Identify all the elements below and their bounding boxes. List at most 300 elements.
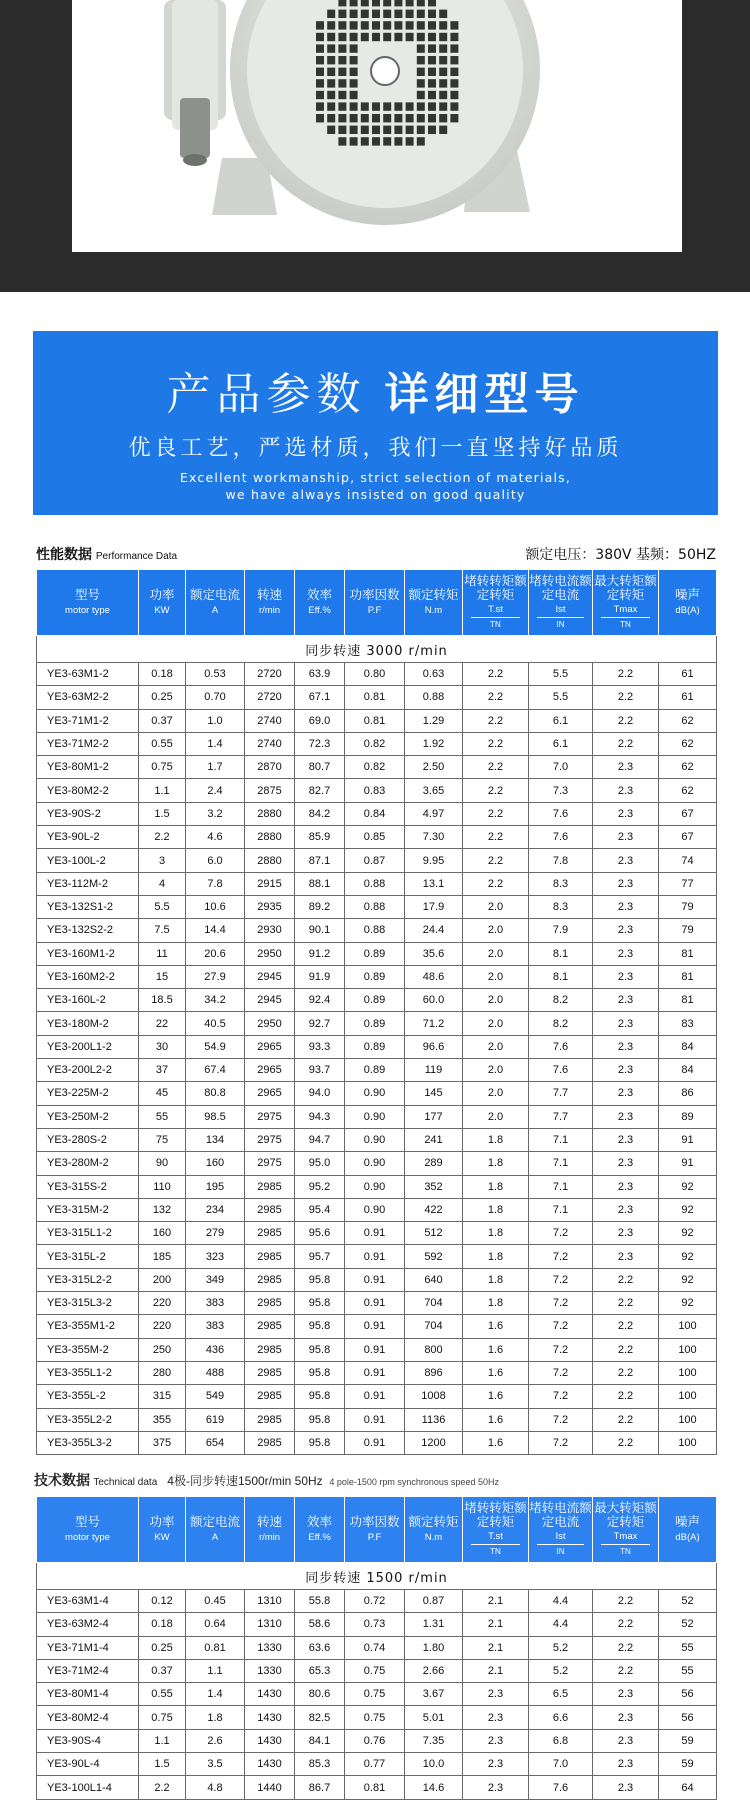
product-parameters-banner — [33, 331, 718, 515]
value-cell: 83 — [659, 1012, 717, 1035]
header-max-torque-ratio — [593, 570, 659, 636]
table-row — [37, 1198, 717, 1221]
value-cell: 62 — [659, 732, 717, 755]
header-locked-torque-ratio-fraction — [463, 603, 528, 632]
table-header-row — [37, 570, 717, 636]
value-cell: 0.45 — [186, 1590, 245, 1613]
value-cell: 100 — [659, 1408, 717, 1431]
value-cell: 2880 — [245, 802, 295, 825]
value-cell: 704 — [405, 1315, 463, 1338]
value-cell: 7.30 — [405, 826, 463, 849]
value-cell: 355 — [139, 1408, 186, 1431]
value-cell: 2880 — [245, 849, 295, 872]
value-cell: 62 — [659, 779, 717, 802]
value-cell: 7.2 — [529, 1268, 593, 1291]
value-cell: 1.8 — [186, 1706, 245, 1729]
value-cell: 9.95 — [405, 849, 463, 872]
table-row — [37, 1315, 717, 1338]
value-cell: 1330 — [245, 1636, 295, 1659]
value-cell: 22 — [139, 1012, 186, 1035]
value-cell: 8.2 — [529, 989, 593, 1012]
value-cell: 27.9 — [186, 965, 245, 988]
model-cell: YE3-63M2-4 — [37, 1613, 139, 1636]
value-cell: 81 — [659, 965, 717, 988]
table-row — [37, 1753, 717, 1776]
value-cell: 95.8 — [295, 1338, 345, 1361]
value-cell: 54.9 — [186, 1035, 245, 1058]
value-cell: 7.1 — [529, 1198, 593, 1221]
header-noise-label: 噪声 — [674, 587, 700, 602]
value-cell: 185 — [139, 1245, 186, 1268]
value-cell: 95.8 — [295, 1408, 345, 1431]
value-cell: 0.84 — [345, 802, 405, 825]
fraction-denominator: TN — [490, 1546, 501, 1556]
value-cell: 315 — [139, 1385, 186, 1408]
header-power — [139, 570, 186, 636]
value-cell: 7.6 — [529, 1059, 593, 1082]
model-cell: YE3-355M-2 — [37, 1338, 139, 1361]
value-cell: 2.0 — [463, 965, 529, 988]
fraction-denominator: IN — [556, 619, 565, 629]
value-cell: 2975 — [245, 1152, 295, 1175]
value-cell: 8.1 — [529, 965, 593, 988]
value-cell: 100 — [659, 1385, 717, 1408]
table-row — [37, 989, 717, 1012]
header-model — [37, 1497, 139, 1563]
value-cell: 5.2 — [529, 1659, 593, 1682]
header-model — [37, 570, 139, 636]
value-cell: 2975 — [245, 1128, 295, 1151]
value-cell: 63.6 — [295, 1636, 345, 1659]
value-cell: 0.89 — [345, 942, 405, 965]
table-row — [37, 965, 717, 988]
banner-english-text — [33, 469, 718, 503]
value-cell: 1.8 — [463, 1198, 529, 1221]
value-cell: 0.88 — [405, 686, 463, 709]
value-cell: 0.83 — [345, 779, 405, 802]
value-cell: 0.80 — [345, 663, 405, 686]
table-row — [37, 1636, 717, 1659]
value-cell: 119 — [405, 1059, 463, 1082]
table-row — [37, 826, 717, 849]
value-cell: 59 — [659, 1729, 717, 1752]
value-cell: 91.2 — [295, 942, 345, 965]
value-cell: 14.6 — [405, 1776, 463, 1799]
header-noise — [659, 570, 717, 636]
value-cell: 5.2 — [529, 1636, 593, 1659]
value-cell: 2985 — [245, 1385, 295, 1408]
value-cell: 2.0 — [463, 1082, 529, 1105]
value-cell: 90.1 — [295, 919, 345, 942]
header-power-unit: KW — [154, 1531, 170, 1543]
value-cell: 3 — [139, 849, 186, 872]
value-cell: 2.2 — [593, 1590, 659, 1613]
value-cell: 81 — [659, 989, 717, 1012]
model-cell: YE3-355M1-2 — [37, 1315, 139, 1338]
table-row — [37, 1338, 717, 1361]
header-power — [139, 1497, 186, 1563]
value-cell: 2.2 — [593, 1659, 659, 1682]
value-cell: 1200 — [405, 1431, 463, 1454]
value-cell: 241 — [405, 1128, 463, 1151]
value-cell: 2.2 — [463, 872, 529, 895]
value-cell: 0.82 — [345, 732, 405, 755]
value-cell: 7.6 — [529, 1776, 593, 1799]
value-cell: 2985 — [245, 1338, 295, 1361]
value-cell: 1310 — [245, 1590, 295, 1613]
value-cell: 7.0 — [529, 756, 593, 779]
value-cell: 1.1 — [139, 1729, 186, 1752]
header-locked-current-ratio-fraction — [529, 603, 592, 632]
value-cell: 2.3 — [593, 1012, 659, 1035]
performance-data-caption — [36, 544, 177, 564]
value-cell: 1.6 — [463, 1431, 529, 1454]
value-cell: 160 — [139, 1222, 186, 1245]
value-cell: 2.3 — [593, 849, 659, 872]
value-cell: 0.55 — [139, 1683, 186, 1706]
value-cell: 20.6 — [186, 942, 245, 965]
value-cell: 18.5 — [139, 989, 186, 1012]
header-rated-torque-label: 额定转矩 — [408, 1514, 459, 1529]
header-power-label: 功率 — [149, 587, 175, 602]
value-cell: 2950 — [245, 1012, 295, 1035]
model-cell: YE3-63M2-2 — [37, 686, 139, 709]
value-cell: 2.2 — [593, 1361, 659, 1384]
model-cell: YE3-160M1-2 — [37, 942, 139, 965]
value-cell: 34.2 — [186, 989, 245, 1012]
header-efficiency-label: 效率 — [306, 1514, 332, 1529]
value-cell: 7.2 — [529, 1338, 593, 1361]
value-cell: 2985 — [245, 1431, 295, 1454]
value-cell: 0.37 — [139, 1659, 186, 1682]
header-model-unit: motor type — [65, 604, 110, 616]
value-cell: 0.90 — [345, 1128, 405, 1151]
value-cell: 2.2 — [593, 732, 659, 755]
value-cell: 549 — [186, 1385, 245, 1408]
value-cell: 7.2 — [529, 1315, 593, 1338]
value-cell: 619 — [186, 1408, 245, 1431]
value-cell: 1.5 — [139, 1753, 186, 1776]
value-cell: 1.8 — [463, 1292, 529, 1315]
table-row — [37, 919, 717, 942]
model-cell: YE3-200L2-2 — [37, 1059, 139, 1082]
value-cell: 2.2 — [139, 1776, 186, 1799]
value-cell: 0.89 — [345, 1059, 405, 1082]
caption-en: Technical data — [93, 1477, 158, 1488]
header-efficiency-unit: Eff.% — [308, 1531, 331, 1543]
value-cell: 2.3 — [593, 1683, 659, 1706]
value-cell: 7.2 — [529, 1292, 593, 1315]
header-rated-torque-label: 额定转矩 — [408, 587, 459, 602]
value-cell: 100 — [659, 1361, 717, 1384]
value-cell: 2945 — [245, 989, 295, 1012]
value-cell: 92.7 — [295, 1012, 345, 1035]
header-power-factor-label: 功率因数 — [349, 1514, 400, 1529]
value-cell: 3.5 — [186, 1753, 245, 1776]
value-cell: 58.6 — [295, 1613, 345, 1636]
value-cell: 2.3 — [593, 826, 659, 849]
header-max-torque-ratio — [593, 1497, 659, 1563]
value-cell: 2.3 — [593, 779, 659, 802]
model-cell: YE3-80M1-4 — [37, 1683, 139, 1706]
header-speed-label: 转速 — [256, 587, 282, 602]
value-cell: 24.4 — [405, 919, 463, 942]
header-model-label: 型号 — [74, 587, 100, 602]
value-cell: 220 — [139, 1315, 186, 1338]
value-cell: 2.3 — [593, 1152, 659, 1175]
value-cell: 7.1 — [529, 1175, 593, 1198]
value-cell: 0.18 — [139, 663, 186, 686]
value-cell: 86.7 — [295, 1776, 345, 1799]
value-cell: 0.77 — [345, 1753, 405, 1776]
value-cell: 0.12 — [139, 1590, 186, 1613]
model-cell: YE3-90S-2 — [37, 802, 139, 825]
value-cell: 56 — [659, 1683, 717, 1706]
table-row — [37, 1361, 717, 1384]
value-cell: 5.5 — [529, 663, 593, 686]
value-cell: 1440 — [245, 1776, 295, 1799]
value-cell: 7.2 — [529, 1385, 593, 1408]
value-cell: 0.89 — [345, 1035, 405, 1058]
value-cell: 2.2 — [593, 1431, 659, 1454]
value-cell: 1330 — [245, 1659, 295, 1682]
value-cell: 91.9 — [295, 965, 345, 988]
value-cell: 512 — [405, 1222, 463, 1245]
value-cell: 2.3 — [593, 1222, 659, 1245]
header-rated-torque — [405, 570, 463, 636]
value-cell: 1.1 — [186, 1659, 245, 1682]
value-cell: 95.4 — [295, 1198, 345, 1221]
table-row — [37, 1105, 717, 1128]
value-cell: 2.3 — [593, 1082, 659, 1105]
value-cell: 383 — [186, 1315, 245, 1338]
model-cell: YE3-63M1-4 — [37, 1590, 139, 1613]
value-cell: 0.90 — [345, 1198, 405, 1221]
header-power-unit: KW — [154, 604, 170, 616]
value-cell: 95.7 — [295, 1245, 345, 1268]
model-cell: YE3-355L1-2 — [37, 1361, 139, 1384]
value-cell: 6.8 — [529, 1729, 593, 1752]
value-cell: 289 — [405, 1152, 463, 1175]
value-cell: 4.6 — [186, 826, 245, 849]
value-cell: 2.2 — [593, 1385, 659, 1408]
value-cell: 30 — [139, 1035, 186, 1058]
value-cell: 5.5 — [139, 895, 186, 918]
table-row — [37, 1431, 717, 1454]
value-cell: 2.2 — [593, 709, 659, 732]
table-row — [37, 1683, 717, 1706]
value-cell: 60.0 — [405, 989, 463, 1012]
value-cell: 7.2 — [529, 1431, 593, 1454]
value-cell: 86 — [659, 1082, 717, 1105]
model-cell: YE3-280M-2 — [37, 1152, 139, 1175]
value-cell: 55 — [139, 1105, 186, 1128]
value-cell: 0.81 — [345, 686, 405, 709]
product-photo — [72, 0, 682, 252]
value-cell: 250 — [139, 1338, 186, 1361]
value-cell: 2.50 — [405, 756, 463, 779]
value-cell: 84.1 — [295, 1729, 345, 1752]
value-cell: 100 — [659, 1315, 717, 1338]
table-row — [37, 1059, 717, 1082]
model-cell: YE3-63M1-2 — [37, 663, 139, 686]
value-cell: 0.85 — [345, 826, 405, 849]
header-locked-current-ratio-label: 堵转电流额定电流 — [529, 573, 592, 602]
value-cell: 2965 — [245, 1035, 295, 1058]
value-cell: 2720 — [245, 686, 295, 709]
value-cell: 177 — [405, 1105, 463, 1128]
model-cell: YE3-90S-4 — [37, 1729, 139, 1752]
value-cell: 1.8 — [463, 1222, 529, 1245]
value-cell: 87.1 — [295, 849, 345, 872]
value-cell: 56 — [659, 1706, 717, 1729]
table-row — [37, 779, 717, 802]
value-cell: 2965 — [245, 1082, 295, 1105]
value-cell: 63.9 — [295, 663, 345, 686]
table-header-row — [37, 1497, 717, 1563]
value-cell: 6.5 — [529, 1683, 593, 1706]
header-locked-current-ratio — [529, 570, 593, 636]
fraction-numerator: Tmax — [601, 1530, 650, 1545]
model-cell: YE3-100L-2 — [37, 849, 139, 872]
value-cell: 2.3 — [593, 1706, 659, 1729]
model-cell: YE3-71M2-4 — [37, 1659, 139, 1682]
value-cell: 92 — [659, 1198, 717, 1221]
value-cell: 85.9 — [295, 826, 345, 849]
value-cell: 2.3 — [593, 1035, 659, 1058]
model-cell: YE3-355L3-2 — [37, 1431, 139, 1454]
value-cell: 280 — [139, 1361, 186, 1384]
model-cell: YE3-160L-2 — [37, 989, 139, 1012]
value-cell: 383 — [186, 1292, 245, 1315]
model-cell: YE3-80M2-2 — [37, 779, 139, 802]
model-cell: YE3-71M1-2 — [37, 709, 139, 732]
value-cell: 84 — [659, 1059, 717, 1082]
header-speed — [245, 570, 295, 636]
table-row — [37, 1408, 717, 1431]
value-cell: 279 — [186, 1222, 245, 1245]
header-noise — [659, 1497, 717, 1563]
value-cell: 100 — [659, 1338, 717, 1361]
value-cell: 2930 — [245, 919, 295, 942]
header-power-factor-unit: P.F — [367, 1531, 382, 1543]
value-cell: 88.1 — [295, 872, 345, 895]
value-cell: 81 — [659, 942, 717, 965]
value-cell: 0.75 — [345, 1659, 405, 1682]
value-cell: 2875 — [245, 779, 295, 802]
header-locked-torque-ratio-label: 堵转转矩额定转矩 — [464, 573, 527, 602]
value-cell: 0.73 — [345, 1613, 405, 1636]
value-cell: 62 — [659, 709, 717, 732]
header-locked-current-ratio — [529, 1497, 593, 1563]
model-cell: YE3-132S2-2 — [37, 919, 139, 942]
header-locked-torque-ratio — [463, 570, 529, 636]
header-locked-torque-ratio-fraction — [463, 1530, 528, 1559]
header-speed-unit: r/min — [258, 604, 281, 616]
value-cell: 82.5 — [295, 1706, 345, 1729]
value-cell: 0.87 — [345, 849, 405, 872]
value-cell: 2985 — [245, 1222, 295, 1245]
caption-note: 4极-同步转速1500r/min 50Hz — [167, 1474, 323, 1488]
value-cell: 92 — [659, 1222, 717, 1245]
value-cell: 8.3 — [529, 872, 593, 895]
value-cell: 2.2 — [593, 663, 659, 686]
header-locked-current-ratio-fraction — [529, 1530, 592, 1559]
value-cell: 7.2 — [529, 1408, 593, 1431]
value-cell: 0.87 — [405, 1590, 463, 1613]
header-locked-torque-ratio — [463, 1497, 529, 1563]
value-cell: 1.8 — [463, 1268, 529, 1291]
table-row — [37, 1729, 717, 1752]
value-cell: 2.2 — [463, 732, 529, 755]
value-cell: 7.6 — [529, 802, 593, 825]
header-power-label: 功率 — [149, 1514, 175, 1529]
value-cell: 323 — [186, 1245, 245, 1268]
value-cell: 2.0 — [463, 919, 529, 942]
value-cell: 2985 — [245, 1315, 295, 1338]
value-cell: 2.2 — [463, 849, 529, 872]
table-row — [37, 895, 717, 918]
value-cell: 82.7 — [295, 779, 345, 802]
value-cell: 160 — [186, 1152, 245, 1175]
header-noise-unit: dB(A) — [675, 604, 700, 616]
fraction-denominator: IN — [556, 1546, 565, 1556]
caption-cn: 性能数据 — [36, 547, 92, 563]
value-cell: 2.3 — [593, 942, 659, 965]
value-cell: 896 — [405, 1361, 463, 1384]
value-cell: 2.3 — [593, 1753, 659, 1776]
value-cell: 422 — [405, 1198, 463, 1221]
fraction-numerator: Ist — [537, 1530, 584, 1545]
header-model-label: 型号 — [74, 1514, 100, 1529]
value-cell: 15 — [139, 965, 186, 988]
value-cell: 800 — [405, 1338, 463, 1361]
value-cell: 11 — [139, 942, 186, 965]
value-cell: 52 — [659, 1590, 717, 1613]
value-cell: 8.3 — [529, 895, 593, 918]
value-cell: 2985 — [245, 1175, 295, 1198]
value-cell: 0.81 — [345, 1776, 405, 1799]
value-cell: 4.8 — [186, 1776, 245, 1799]
value-cell: 654 — [186, 1431, 245, 1454]
value-cell: 2.3 — [593, 802, 659, 825]
value-cell: 2.0 — [463, 1105, 529, 1128]
value-cell: 96.6 — [405, 1035, 463, 1058]
value-cell: 2.3 — [593, 1059, 659, 1082]
value-cell: 2.2 — [593, 1268, 659, 1291]
value-cell: 52 — [659, 1613, 717, 1636]
table-row — [37, 756, 717, 779]
fraction-denominator: TN — [490, 619, 501, 629]
value-cell: 2.2 — [463, 802, 529, 825]
value-cell: 2.1 — [463, 1613, 529, 1636]
value-cell: 2.0 — [463, 989, 529, 1012]
value-cell: 2985 — [245, 1245, 295, 1268]
model-cell: YE3-315L1-2 — [37, 1222, 139, 1245]
value-cell: 95.8 — [295, 1361, 345, 1384]
value-cell: 1430 — [245, 1729, 295, 1752]
value-cell: 0.53 — [186, 663, 245, 686]
table-row — [37, 1245, 717, 1268]
model-cell: YE3-180M-2 — [37, 1012, 139, 1035]
model-cell: YE3-132S1-2 — [37, 895, 139, 918]
value-cell: 2.2 — [463, 826, 529, 849]
value-cell: 4.97 — [405, 802, 463, 825]
value-cell: 59 — [659, 1753, 717, 1776]
value-cell: 55 — [659, 1659, 717, 1682]
value-cell: 10.6 — [186, 895, 245, 918]
table-row — [37, 663, 717, 686]
